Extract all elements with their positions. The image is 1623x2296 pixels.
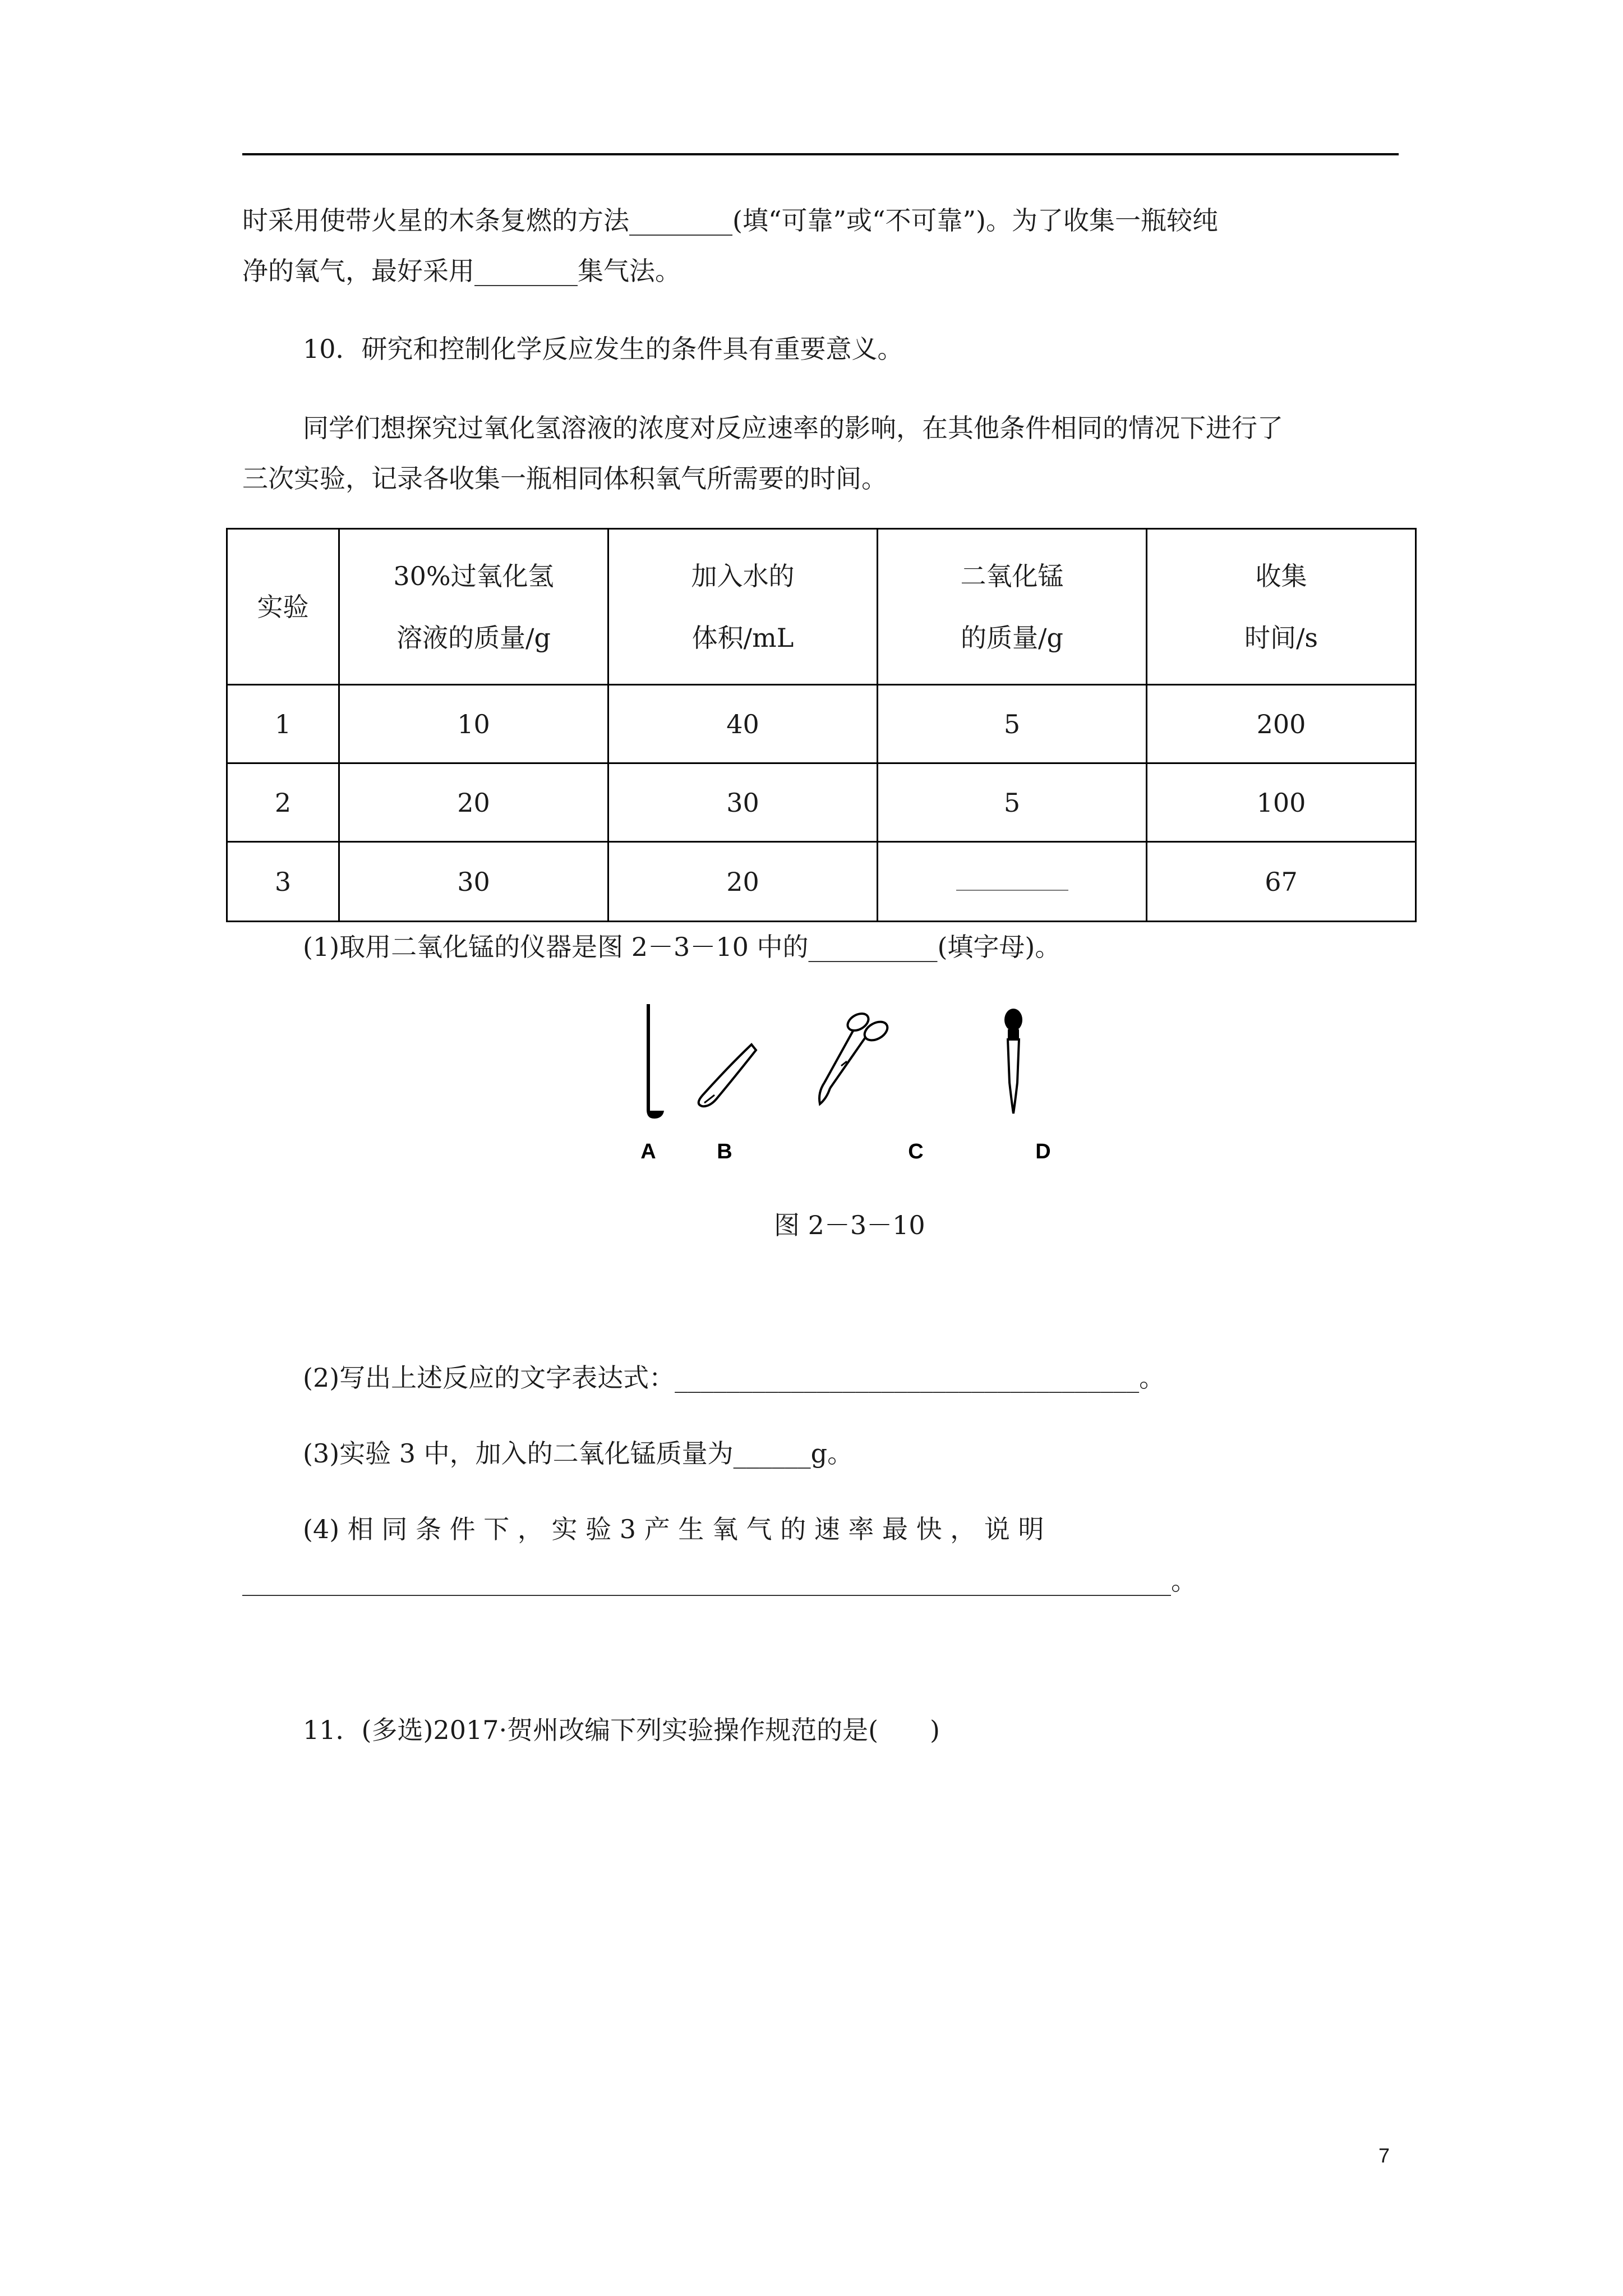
figure-caption: 图 2－3－10 [774, 1210, 925, 1240]
cell-water-volume: 40 [608, 685, 878, 763]
medicine-spoon-icon [647, 1004, 664, 1119]
cell-water-volume: 20 [608, 842, 878, 922]
cell-mno2-mass-blank [878, 842, 1147, 922]
cell-trial: 3 [227, 842, 339, 922]
figure-label-c: C [908, 1140, 924, 1163]
experiment-table [226, 528, 1417, 922]
cell-water-volume: 30 [608, 763, 878, 842]
cell-h2o2-mass: 20 [339, 763, 608, 842]
cell-h2o2-mass: 30 [339, 842, 608, 922]
table-header-row [227, 529, 1416, 685]
cell-h2o2-mass: 10 [339, 685, 608, 763]
figure-label-b: B [717, 1140, 732, 1163]
q10-sub4-line-1: (4) 相 同 条 件 下 ， 实 验 3 产 生 氧 气 的 速 率 最 快 ， 说 明 [303, 1514, 1044, 1544]
cell-collect-time: 67 [1147, 842, 1416, 922]
cell-collect-time: 200 [1147, 685, 1416, 763]
spatula-icon [699, 1045, 756, 1106]
header-cell-mno2-mass: 二氧化锰 的质量/g [878, 529, 1147, 685]
cell-collect-time: 100 [1147, 763, 1416, 842]
header-rule [242, 153, 1399, 155]
page-number: 7 [1378, 2144, 1390, 2167]
header-cell-collect-time: 收集 时间/s [1147, 529, 1416, 685]
figure-label-d: D [1035, 1140, 1051, 1163]
table-row [227, 842, 1416, 922]
cell-trial: 2 [227, 763, 339, 842]
cell-trial: 1 [227, 685, 339, 763]
instrument-figure [594, 999, 1088, 1172]
cell-mno2-mass: 5 [878, 685, 1147, 763]
answer-blank [956, 873, 1068, 891]
figure-label-a: A [640, 1140, 656, 1163]
q10-intro-line-2: 三次实验，记录各收集一瓶相同体积氧气所需要的时间。 [242, 463, 887, 494]
continuation-line-2: 净的氧气，最好采用________集气法。 [242, 256, 681, 286]
header-cell-experiment: 实验 [227, 529, 339, 685]
table-row [227, 763, 1416, 842]
header-cell-h2o2-mass: 30%过氧化氢 溶液的质量/g [339, 529, 608, 685]
header-cell-water-volume: 加入水的 体积/mL [608, 529, 878, 685]
continuation-line-1: 时采用使带火星的木条复燃的方法________(填“可靠”或“不可靠”)。为了收集一瓶较纯 [242, 205, 1218, 236]
q10-sub4-line-2: ________________________________________________________________________。 [242, 1566, 1197, 1596]
table-row [227, 685, 1416, 763]
q10-intro-line-1: 同学们想探究过氧化氢溶液的浓度对反应速率的影响，在其他条件相同的情况下进行了 [303, 413, 1283, 443]
q10-sub3: (3)实验 3 中，加入的二氧化锰质量为______g。 [303, 1438, 854, 1469]
dropper-icon [1004, 1009, 1022, 1114]
q10-sub1: (1)取用二氧化锰的仪器是图 2－3－10 中的__________(填字母)。 [303, 932, 1061, 962]
q10-sub2: (2)写出上述反应的文字表达式：____________________________________。 [303, 1363, 1165, 1393]
tongs-icon [819, 1010, 891, 1104]
cell-mno2-mass: 5 [878, 763, 1147, 842]
q10-stem: 10．研究和控制化学反应发生的条件具有重要意义。 [303, 334, 903, 364]
q11-stem: 11．(多选)2017·贺州改编下列实验操作规范的是( ) [303, 1715, 940, 1745]
